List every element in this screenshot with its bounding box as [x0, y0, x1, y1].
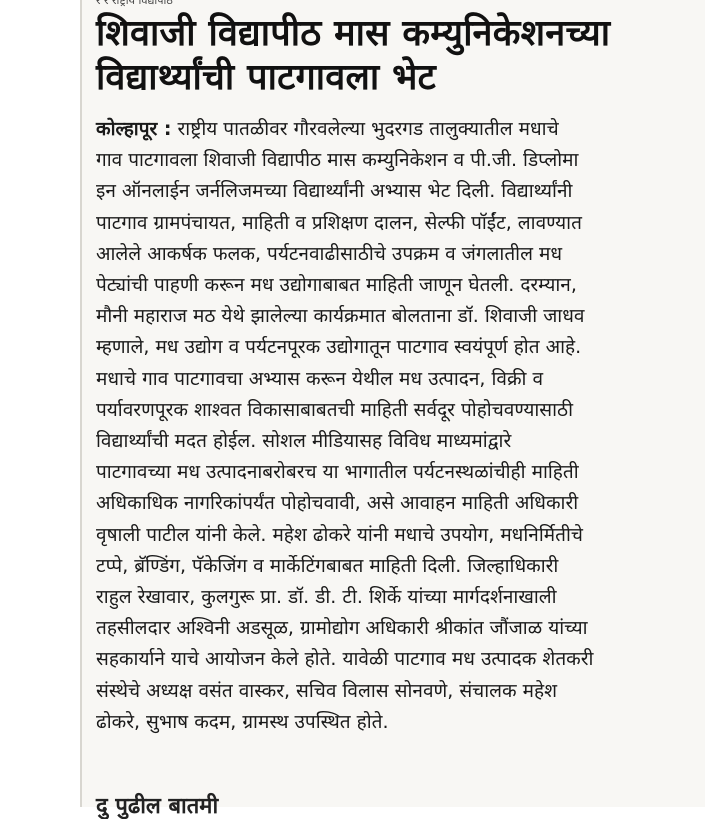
body-line: गाव पाटगावला शिवाजी विद्यापीठ मास कम्युनिकेशन व पी.जी. डिप्लोमा [96, 149, 579, 172]
column-divider [80, 0, 82, 807]
body-line: सहकार्याने याचे आयोजन केले होते. यावेळी पाटगाव मध उत्पादक शेतकरी [96, 648, 594, 671]
body-line: मधाचे गाव पाटगावचा अभ्यास करून येथील मध उत्पादन, विक्री व [96, 367, 544, 390]
body-line: म्हणाले, मध उद्योग व पर्यटनपूरक उद्योगातून पाटगाव स्वयंपूर्ण होत आहे. [96, 336, 582, 359]
body-line: मौनी महाराज मठ येथे झालेल्या कार्यक्रमात बोलताना डॉ. शिवाजी जाधव [96, 305, 585, 328]
article-body [96, 114, 706, 738]
body-line: विद्यार्थ्यांची मदत होईल. सोशल मीडियासह विविध माध्यमांद्वारे [96, 430, 512, 453]
body-line: आलेले आकर्षक फलक, पर्यटनवाढीसाठीचे उपक्रम व जंगलातील मध [96, 242, 563, 265]
body-line: इन ऑनलाईन जर्नलिजमच्या विद्यार्थ्यांनी अभ्यास भेट दिली. विद्यार्थ्यांनी [96, 180, 573, 203]
body-line: राहुल रेखावार, कुलगुरू प्रा. डॉ. डी. टी. शिर्के यांच्या मार्गदर्शनाखाली [96, 586, 557, 609]
body-line: संस्थेचे अध्यक्ष वसंत वास्कर, सचिव विलास सोनवणे, संचालक महेश [96, 679, 558, 702]
headline-line-1: शिवाजी विद्यापीठ मास कम्युनिकेशनच्या [96, 13, 611, 54]
headline-line-2: विद्यार्थ्यांची पाटगावला भेट [96, 57, 437, 98]
cut-off-top-text [96, 0, 376, 3]
body-line [96, 114, 706, 145]
dateline: कोल्हापूर : [96, 118, 172, 140]
body-line-text: राष्ट्रीय पातळीवर गौरवलेल्या भुदरगड तालुक्यातील मधाचे [171, 118, 559, 140]
body-line: पर्यावरणपूरक शाश्वत विकासाबाबतची माहिती सर्वदूर पोहोचवण्यासाठी [96, 398, 574, 421]
article-headline [96, 12, 696, 100]
body-line: अधिकाधिक नागरिकांपर्यंत पोहोचवावी, असे आवाहन माहिती अधिकारी [96, 492, 579, 515]
body-line: टप्पे, ब्रॅण्डिंग, पॅकेजिंग व मार्केटिंगबाबत माहिती दिली. जिल्हाधिकारी [96, 554, 559, 577]
body-line: पेट्यांची पाहणी करून मध उद्योगाबाबत माहिती जाणून घेतली. दरम्यान, [96, 274, 577, 297]
body-line: ढोकरे, सुभाष कदम, ग्रामस्थ उपस्थित होते. [96, 710, 389, 733]
body-line: वृषाली पाटील यांनी केले. महेश ढोकरे यांनी मधाचे उपयोग, मधनिर्मितीचे [96, 523, 583, 546]
body-line: पाटगावच्या मध उत्पादनाबरोबरच या भागातील पर्यटनस्थळांचीही माहिती [96, 461, 579, 484]
body-line: तहसीलदार अश्विनी अडसूळ, ग्रामोद्योग अधिकारी श्रीकांत जौंजाळ यांच्या [96, 617, 588, 640]
cut-off-bottom-text: दु पुढील बातमी [96, 794, 219, 819]
body-line: पाटगाव ग्रामपंचायत, माहिती व प्रशिक्षण दालन, सेल्फी पॉईंट, लावण्यात [96, 211, 582, 234]
